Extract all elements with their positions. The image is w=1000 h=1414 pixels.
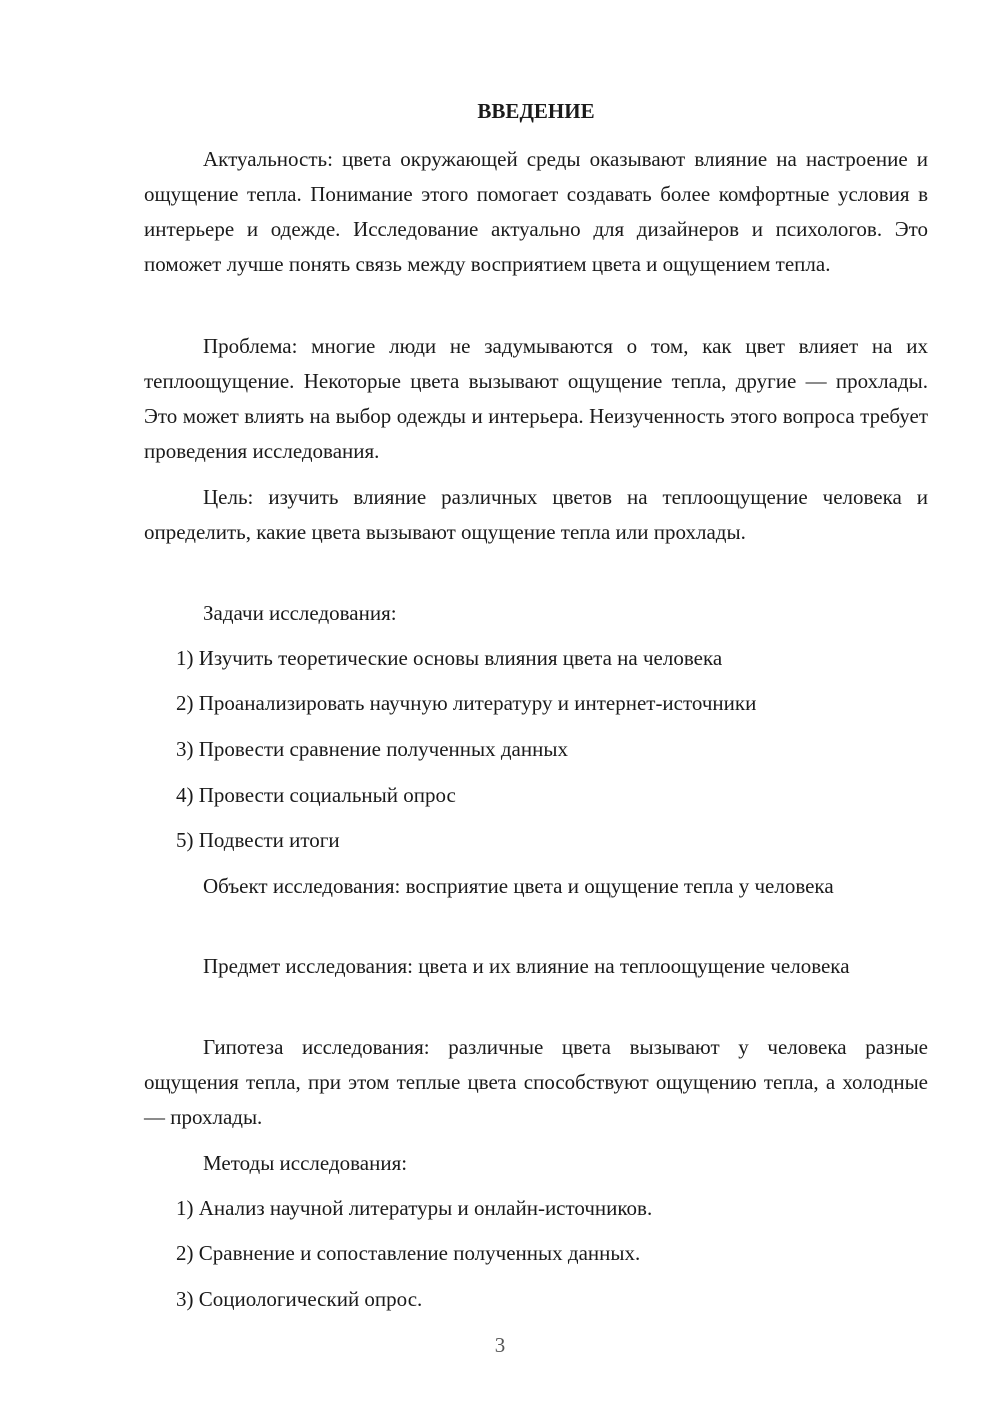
- task-item: 2) Проанализировать научную литературу и интернет-источники: [176, 691, 757, 715]
- paragraph-object: Объект исследования: восприятие цвета и ощущение тепла у человека: [203, 874, 834, 898]
- methods-heading: Методы исследования:: [203, 1151, 408, 1175]
- task-item: 4) Провести социальный опрос: [176, 783, 456, 807]
- page-title: ВВЕДЕНИЕ: [477, 99, 595, 123]
- page-number: 3: [494, 1333, 506, 1357]
- method-item: 3) Социологический опрос.: [176, 1287, 423, 1311]
- task-item: 3) Провести сравнение полученных данных: [176, 737, 568, 761]
- paragraph-problem: Проблема: многие люди не задумываются о том, как цвет влияет на их теплоощущение. Некоторые цвета вызывают ощущение тепла, другие — прохлады. Это может влиять на выбор одежды и интерьера. Неизученность этого вопроса требует проведения исследования.: [144, 334, 928, 463]
- tasks-heading: Задачи исследования:: [203, 601, 397, 625]
- method-item: 1) Анализ научной литературы и онлайн-источников.: [176, 1196, 653, 1220]
- paragraph-subject: Предмет исследования: цвета и их влияние на теплоощущение человека: [203, 954, 850, 978]
- paragraph-hypothesis: Гипотеза исследования: различные цвета вызывают у человека разные ощущения тепла, при этом теплые цвета способствуют ощущению тепла, а холодные — прохлады.: [144, 1035, 928, 1129]
- method-item: 2) Сравнение и сопоставление полученных данных.: [176, 1241, 641, 1265]
- task-item: 1) Изучить теоретические основы влияния цвета на человека: [176, 646, 723, 670]
- task-item: 5) Подвести итоги: [176, 828, 340, 852]
- paragraph-relevance: Актуальность: цвета окружающей среды оказывают влияние на настроение и ощущение тепла. Понимание этого помогает создавать более комфортные условия в интерьере и одежде. Исследование актуально для дизайнеров и психологов. Это поможет лучше понять связь между восприятием цвета и ощущением тепла.: [144, 147, 928, 276]
- paragraph-goal: Цель: изучить влияние различных цветов на теплоощущение человека и определить, какие цвета вызывают ощущение тепла или прохлады.: [144, 485, 928, 544]
